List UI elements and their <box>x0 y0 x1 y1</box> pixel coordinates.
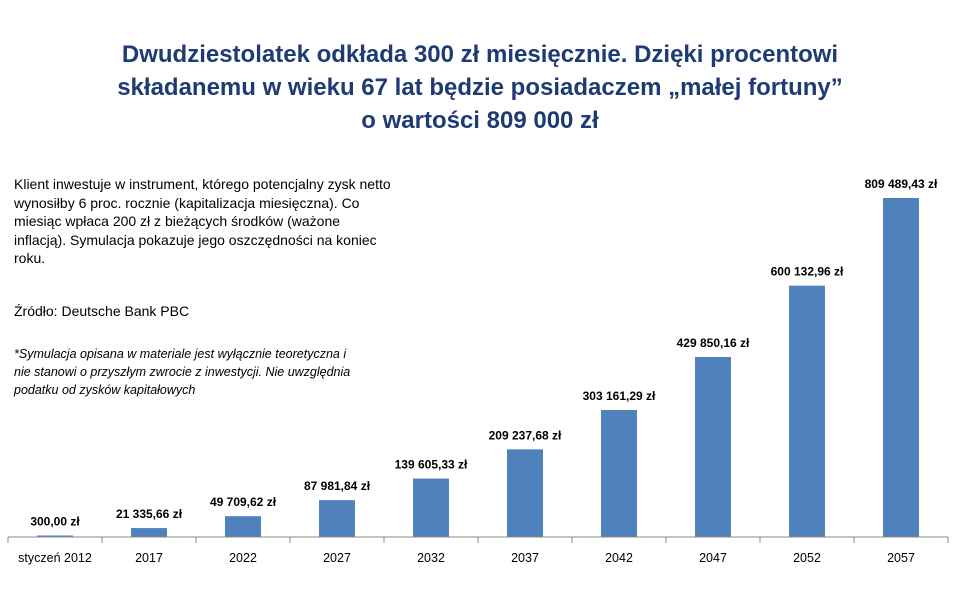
source-text: Źródło: Deutsche Bank PBC <box>14 303 190 319</box>
title-line-1: Dwudziestolatek odkłada 300 zł miesięcznie. Dzięki procentowi <box>121 41 839 68</box>
x-tick-label: 2017 <box>135 551 163 565</box>
description-text: Klient inwestuje w instrument, którego potencjalny zysk netto wynosiłby 6 proc. rocznie (kapitalizacja miesięczna). Co miesiąc wpłaca 200 zł z bieżących środków (ważone inflacją). Symulacja pokazuje jego oszczędności na koniec roku. <box>14 176 391 266</box>
x-tick-label: 2052 <box>793 551 821 565</box>
disclaimer-note: *Symulacja opisana w materiale jest wyłącznie teoretyczna i nie stanowi o przyszłym zwrocie z inwestycji. Nie uwzględnia podatku od zysków kapitałowych <box>14 347 351 397</box>
x-tick-labels-group <box>18 551 915 565</box>
data-label: 809 489,43 zł <box>864 177 938 191</box>
x-tick-label: 2032 <box>417 551 445 565</box>
data-label: 303 161,29 zł <box>582 389 656 404</box>
bar-2057 <box>883 198 919 537</box>
data-label: 429 850,16 zł <box>676 335 750 350</box>
data-label: 139 605,33 zł <box>394 457 468 472</box>
bar-2042 <box>601 410 637 537</box>
data-label: 49 709,62 zł <box>209 495 277 510</box>
x-tick-label: 2027 <box>323 551 351 565</box>
bars-group <box>37 198 919 537</box>
data-label: 209 237,68 zł <box>488 428 562 443</box>
bar-2022 <box>225 516 261 537</box>
x-tick-label: 2057 <box>887 551 915 565</box>
bar-2037 <box>507 449 543 537</box>
bar-2017 <box>131 528 167 537</box>
x-tick-label: 2047 <box>699 551 727 565</box>
ticks-group <box>8 537 948 543</box>
x-tick-label: styczeń 2012 <box>18 551 92 565</box>
x-tick-label: 2022 <box>229 551 257 565</box>
title-line-2: składanemu w wieku 67 lat będzie posiadaczem „małej fortuny” <box>117 74 843 101</box>
x-tick-label: 2042 <box>605 551 633 565</box>
data-label: 300,00 zł <box>30 514 80 529</box>
bar-2052 <box>789 286 825 537</box>
data-label: 600 132,96 zł <box>770 264 844 279</box>
x-tick-label: 2037 <box>511 551 539 565</box>
data-label: 21 335,66 zł <box>115 507 183 522</box>
data-label: 87 981,84 zł <box>303 479 371 494</box>
bar-2032 <box>413 479 449 537</box>
bar-2047 <box>695 357 731 537</box>
title-line-3: o wartości 809 000 zł <box>361 107 599 134</box>
bar-2027 <box>319 500 355 537</box>
